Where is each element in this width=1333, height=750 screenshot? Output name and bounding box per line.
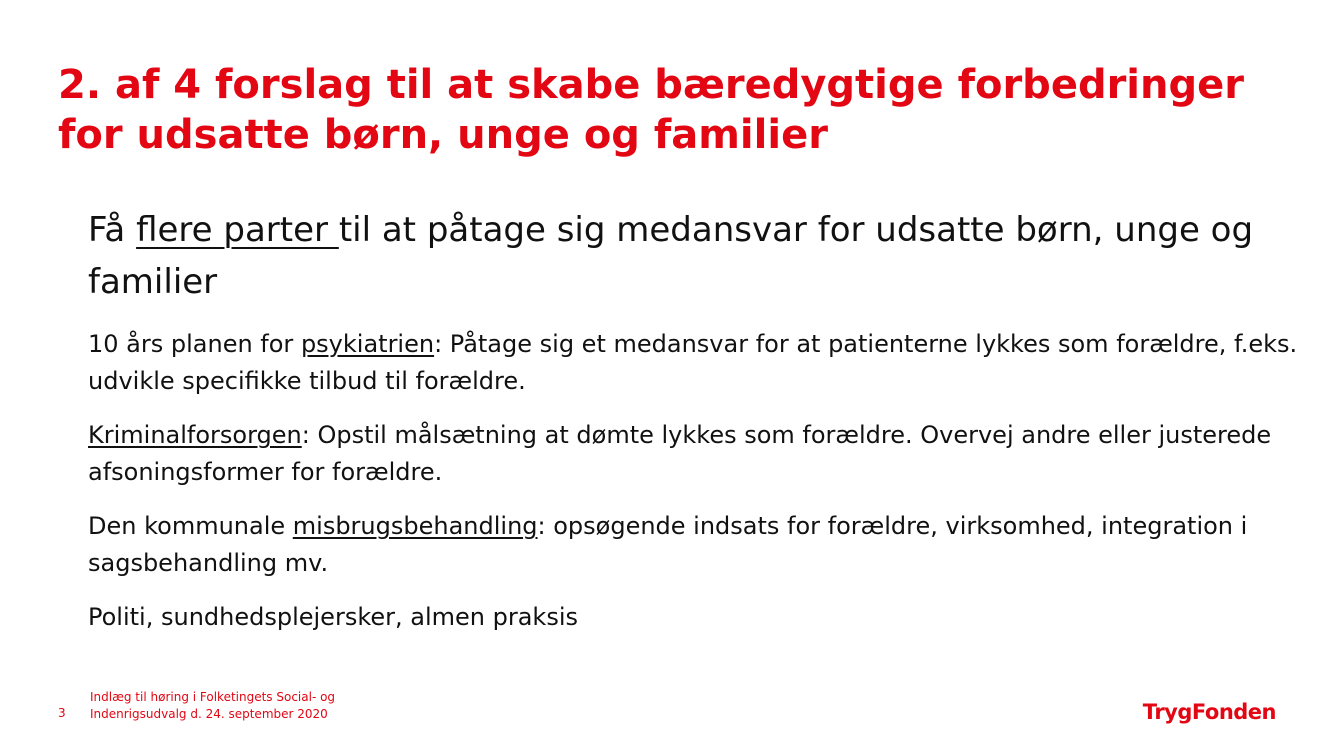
bullet-prefix: Politi, sundhedsplejersker, almen praksis [88, 603, 578, 631]
headline-prefix: Få [88, 210, 137, 250]
bullet-psychiatry [88, 326, 1313, 400]
bullet-prefix: 10 års planen for [88, 330, 301, 358]
bullet-underlined-term: misbrugsbehandling [292, 512, 538, 540]
page-number: 3 [58, 706, 66, 720]
bullet-suffix: : Påtage sig et medansvar for at patienterne lykkes som forældre, f.eks. udvikle specifikke tilbud til forældre. [88, 330, 1298, 395]
slide-title: 2. af 4 forslag til at skabe bæredygtige forbedringer for udsatte børn, unge og familier [58, 62, 1244, 158]
footer-line-1: Indlæg til høring i Folketingets Social- og [90, 690, 336, 704]
bullet-suffix: : opsøgende indsats for forældre, virksomhed, integration i sagsbehandling mv. [88, 512, 1248, 577]
bullet-prefix: Den kommunale [88, 512, 293, 540]
bullet-prison-service [88, 417, 1313, 491]
bullet-list [88, 326, 1313, 653]
bullet-addiction-treatment [88, 508, 1313, 582]
bullet-underlined-term: Kriminalforsorgen [88, 421, 302, 449]
bullet-other-parties [88, 599, 1313, 636]
trygfonden-logo: TrygFonden [1142, 700, 1276, 724]
footer-caption [90, 689, 410, 723]
headline [88, 204, 1308, 308]
headline-underlined-term: flere parter [136, 210, 339, 250]
bullet-suffix: : Opstil målsætning at dømte lykkes som forældre. Overvej andre eller justerede afsoningsformer for forældre. [88, 421, 1272, 486]
headline-suffix: til at påtage sig medansvar for udsatte børn, unge og familier [88, 210, 1254, 302]
bullet-underlined-term: psykiatrien [300, 330, 435, 358]
footer-line-2: Indenrigsudvalg d. 24. september 2020 [90, 707, 328, 721]
